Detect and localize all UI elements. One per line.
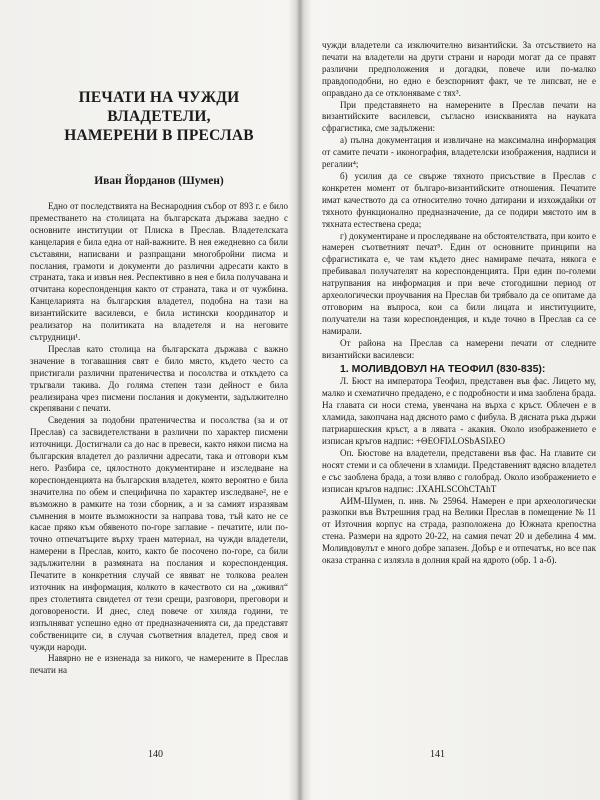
author-name: Иван Йорданов (Шумен)	[94, 175, 224, 187]
paragraph: Преслав като столица на българската държава с важно значение в тогавашния свят е било място, където често са пристигали различни пратеничества и посолства и откъдето са тръгвали такива. До голяма степен тази дейност е била реализирана чрез писмени послания и документи, задължително скрепявани с печати.	[30, 343, 288, 414]
paragraph: Сведения за подобни пратеничества и посолства (за и от Преслав) са засвидетелствани в различни по характер писмени източници. Достигнали са до нас в превеси, както някои писма на българския владетел до различни адресати, така и отговори към него. Разбира се, цялостното документиране и изследване на кореспонденцията на българския владетел, която вероятно е била значителна по обем и специфична по характер изследване², не е възможно в рамките на този сборник, а и за самият изразявам съмнения в моите възможности за направа това, тъй като не се касае пряко към обявеното по-горе заглавие - печатите, или по-точно отпечатъците върху траен материал, на чужди владетели, намерени в Преслав, които, както бе посочено по-горе, са били задължителни в размяната на послания и кореспонденция. Печатите в конкретния случай се явяват не толкова реален източник на информация, колкото в качеството си на „оживял“ през столетията свидетел от тези срещи, разговори, преговори и договорености. И днес, след повече от хиляда години, те изпълняват успешно едно от предназначенията си, да представят собствениците си, в случая съответния владетел, пред своя и чужди народи.	[30, 415, 288, 652]
paragraph: чужди владетели са изключително византийски. За отсъствието на печати на владетели на други страни и народи могат да се правят различни предположения и догадки, повече или по-малко правдоподобни, но едно е безспорният факт, че те липсват, не е оправдано да се отклоняваме с тях³.	[322, 40, 596, 98]
paragraph: От района на Преслав са намерени печати от следните византийски василевси:	[322, 337, 596, 360]
title-line-1: ПЕЧАТИ НА ЧУЖДИ ВЛАДЕТЕЛИ,	[78, 89, 240, 125]
paragraph: Едно от последствията на Веснародния събор от 893 г. е било преместването на столицата на българската държава заедно с основните институции от Плиска в Преслав. Владетелската канцелария е била една от най-важните. В нея ежедневно са били съставяни, написвани и разпращани многобройни писма и послания, грамоти и документи до различни адресати както в страната, така и извън нея. Респективно в нея е била получавана и отчитана кореспонденция както от страната, така и от чужбина. Канцеларията на българския владетел, подобна на тази на византийските василевси, е била истински координатор и реализатор на политиката на владетеля и на неговите сътрудници¹.	[30, 201, 288, 342]
title-line-2: НАМЕРЕНИ В ПРЕСЛАВ	[64, 127, 254, 144]
paragraph: Оп. Бюстове на владетели, представени във фас. На главите си носят стеми и са облечени в хламиди. Представеният вдясно владетел е със заоблена брада, а този вляво с голобрад. Около изображението е изписан кръгов надпис: .IXAHLSCOhCTAhT	[322, 447, 596, 494]
article-title	[30, 88, 288, 145]
paragraph: Навярно не е изненада за никого, че намерените в Преслав печати на	[30, 653, 288, 676]
right-page	[300, 0, 600, 800]
paragraph: г) документиране и проследяване на обстоятелствата, при които е намерен съответният печат⁵. Един от основните принципи на сфрагистиката е, че там където днес намираме печата, някога е пребивавал получателят на кореспонденцията. При един по-големи натрупвания на информация и при вече стогодишни период от археологически проучвания на Преслав би трябвало да се опитаме да отговорим на въпроса, кои са били лицата и институциите, получатели на тази кореспонденция, и къде точно в Преслав са се намирали.	[322, 230, 596, 336]
page-number: 141	[430, 749, 445, 760]
paragraph: АИМ-Шумен, п. инв. № 25964. Намерен е при археологически разкопки във Вътрешния град на Велики Преслав в помещение № 11 от Източния корпус на страда, разположена до Южната крепостна стена. Размери на ядрото 20-22, на самия печат 20 и дебелина 4 мм. Моливдовулът е много добре запазен. Добър е и отпечатък, но все пак оказа странна с излязла в долния край на ядрото (обр. 1 а-б).	[322, 495, 596, 566]
page-number: 140	[148, 749, 163, 760]
paragraph: б) усилия да се свърже тяхното присъствие в Преслав с конкретен момент от българо-византийските отношения. Печатите имат качеството да са относително точно датирани и изхождайки от тяхното функционално предназначение, да се подири мястото им в тяхната естествена среда;	[322, 170, 596, 229]
paragraph: а) пълна документация и извличане на максимална информация от самите печати - иконография, владетелски изображения, надписи и регалии⁴;	[322, 135, 596, 170]
section-heading: 1. МОЛИВДОВУЛ НА ТЕОФИЛ (830-835):	[340, 363, 546, 376]
paragraph: При представянето на намерените в Преслав печати на византийските василевси, съгласно изискванията на науката сфрагистика, сме задължени:	[322, 99, 596, 134]
paragraph: Л. Бюст на императора Теофил, представен във фас. Лицето му, малко и схематично предадено, е с подробности и има заоблена брада. На главата си носи стема, увенчана на върха с кръст. Облечен е в хламида, закопчана над дясното рамо с фибула. В дясната ръка държи патриаршеския кръст, а в лявата - акакия. Около изображението е изписан кръгов надпис: +ΘΕΟFIλLOSbASIλΕΟ	[322, 376, 596, 446]
